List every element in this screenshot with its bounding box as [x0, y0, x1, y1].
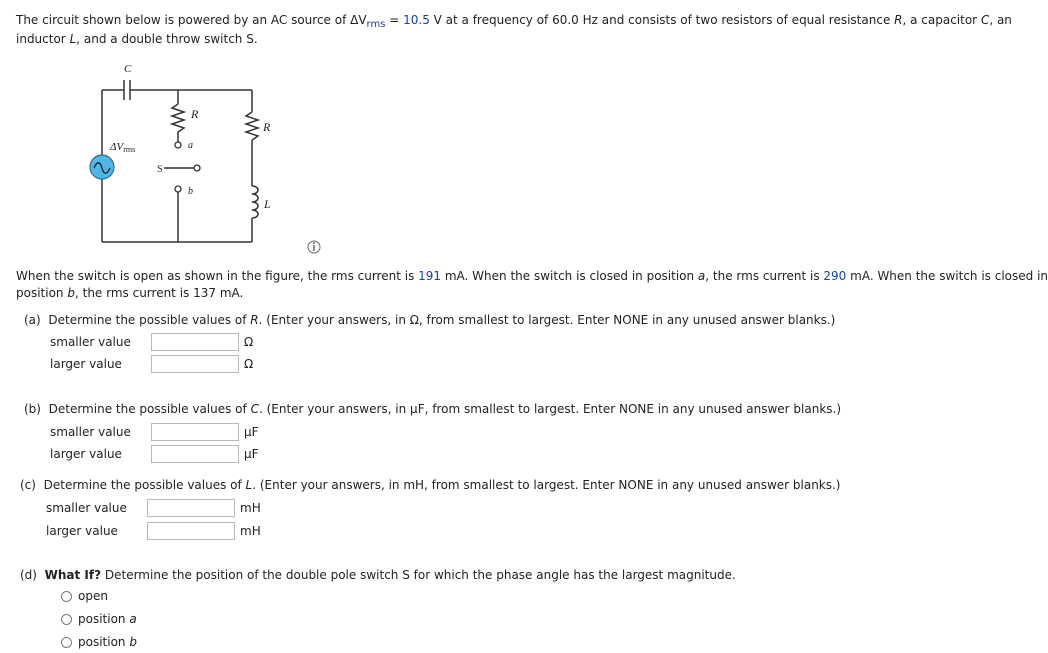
part-c-unit-2: mH: [240, 524, 261, 538]
part-b-larger-label: larger value: [50, 447, 122, 461]
intro-text-mid: V at a frequency of 60.0 Hz and consists of two resistors of equal resistance: [429, 13, 895, 27]
part-b-unit-1: μF: [244, 425, 259, 439]
part-c-var: L: [245, 478, 253, 492]
part-a-unit-2: Ω: [244, 357, 254, 371]
option-position-a-radio[interactable]: [61, 614, 72, 625]
part-a-larger-input[interactable]: [151, 355, 239, 373]
description-line-2: [16, 286, 243, 300]
part-a-unit-1: Ω: [244, 335, 254, 349]
part-d-whatif: What If?: [44, 568, 102, 582]
label-delta-v: ΔVrms: [110, 141, 136, 154]
option-b-var: b: [129, 635, 137, 649]
option-open-label[interactable]: [78, 589, 108, 603]
part-d-prompt-text: Determine the position of the double pole switch S for which the phase angle has the largest magnitude.: [101, 568, 736, 582]
part-b-unit-2: μF: [244, 447, 259, 461]
label-b: b: [188, 186, 193, 197]
part-c-prompt: [20, 478, 841, 492]
intro-line-1: [16, 13, 1012, 30]
part-a-prompt: [24, 313, 835, 327]
part-b-smaller-input[interactable]: [151, 423, 239, 441]
part-b-prompt-pre: Determine the possible values of: [48, 402, 251, 416]
part-c-smaller-input[interactable]: [147, 499, 235, 517]
option-open-radio[interactable]: [61, 591, 72, 602]
option-a-text: position: [78, 612, 130, 626]
part-a-tag: (a): [24, 313, 41, 327]
part-b-tag: (b): [24, 402, 41, 416]
part-c-unit-1: mH: [240, 501, 261, 515]
option-a-var: a: [129, 612, 137, 626]
rms-subscript: rms: [366, 19, 386, 30]
option-position-b-label[interactable]: [78, 635, 137, 649]
intro-line2-prefix: inductor: [16, 32, 70, 46]
info-icon[interactable]: [308, 241, 320, 253]
current-open-value: 191: [418, 269, 442, 283]
part-c-larger-input[interactable]: [147, 522, 235, 540]
part-a-prompt-pre: Determine the possible values of: [48, 313, 251, 327]
part-d-prompt: [20, 568, 736, 582]
label-S: S: [157, 164, 163, 175]
part-a-var: R: [250, 313, 259, 327]
desc-pos-a: a: [697, 269, 706, 283]
part-b-var: C: [250, 402, 259, 416]
intro-text: The circuit shown below is powered by an AC source of ΔV: [16, 13, 367, 27]
desc-text-3: , the rms current is: [705, 269, 824, 283]
part-a-smaller-label: smaller value: [50, 335, 131, 349]
label-L: L: [264, 197, 271, 211]
part-b-prompt: [24, 402, 841, 416]
var-C: C: [980, 13, 990, 27]
part-c-prompt-pre: Determine the possible values of: [43, 478, 246, 492]
option-b-text: position: [78, 635, 130, 649]
voltage-value: 10.5: [403, 13, 430, 27]
intro-line-2: [16, 32, 258, 46]
part-c-tag: (c): [20, 478, 36, 492]
desc-text-4: mA. When the switch is closed in: [846, 269, 1048, 283]
intro-text-mid2: , a capacitor: [902, 13, 981, 27]
desc-text-1: When the switch is open as shown in the figure, the rms current is: [16, 269, 419, 283]
option-position-b-radio[interactable]: [61, 637, 72, 648]
var-R: R: [894, 13, 903, 27]
desc-line2-a: position: [16, 286, 68, 300]
part-d-tag: (d): [20, 568, 37, 582]
description-line-1: [16, 269, 1048, 283]
part-a-larger-label: larger value: [50, 357, 122, 371]
label-a: a: [188, 140, 193, 151]
circuit-diagram: [84, 60, 324, 250]
var-L: L: [69, 32, 77, 46]
label-C: C: [124, 63, 132, 75]
intro-equals: =: [385, 13, 404, 27]
part-b-prompt-post: . (Enter your answers, in μF, from smallest to largest. Enter NONE in any unused answer blanks.): [258, 402, 842, 416]
part-b-smaller-label: smaller value: [50, 425, 131, 439]
intro-line2-end: , and a double throw switch S.: [76, 32, 258, 46]
part-a-prompt-post: . (Enter your answers, in Ω, from smallest to largest. Enter NONE in any unused answer blanks.): [258, 313, 836, 327]
label-R1: R: [191, 107, 199, 121]
part-c-larger-label: larger value: [46, 524, 118, 538]
desc-text-2: mA. When the switch is closed in position: [441, 269, 698, 283]
current-a-value: 290: [823, 269, 847, 283]
option-open-text: open: [78, 589, 108, 603]
part-c-smaller-label: smaller value: [46, 501, 127, 515]
desc-pos-b: b: [67, 286, 75, 300]
part-b-larger-input[interactable]: [151, 445, 239, 463]
option-position-a-label[interactable]: [78, 612, 137, 626]
part-a-smaller-input[interactable]: [151, 333, 239, 351]
label-R2: R: [263, 120, 271, 134]
intro-text-end: , an: [989, 13, 1012, 27]
desc-line2-b: , the rms current is 137 mA.: [74, 286, 244, 300]
part-c-prompt-post: . (Enter your answers, in mH, from smallest to largest. Enter NONE in any unused answer blanks.): [252, 478, 841, 492]
